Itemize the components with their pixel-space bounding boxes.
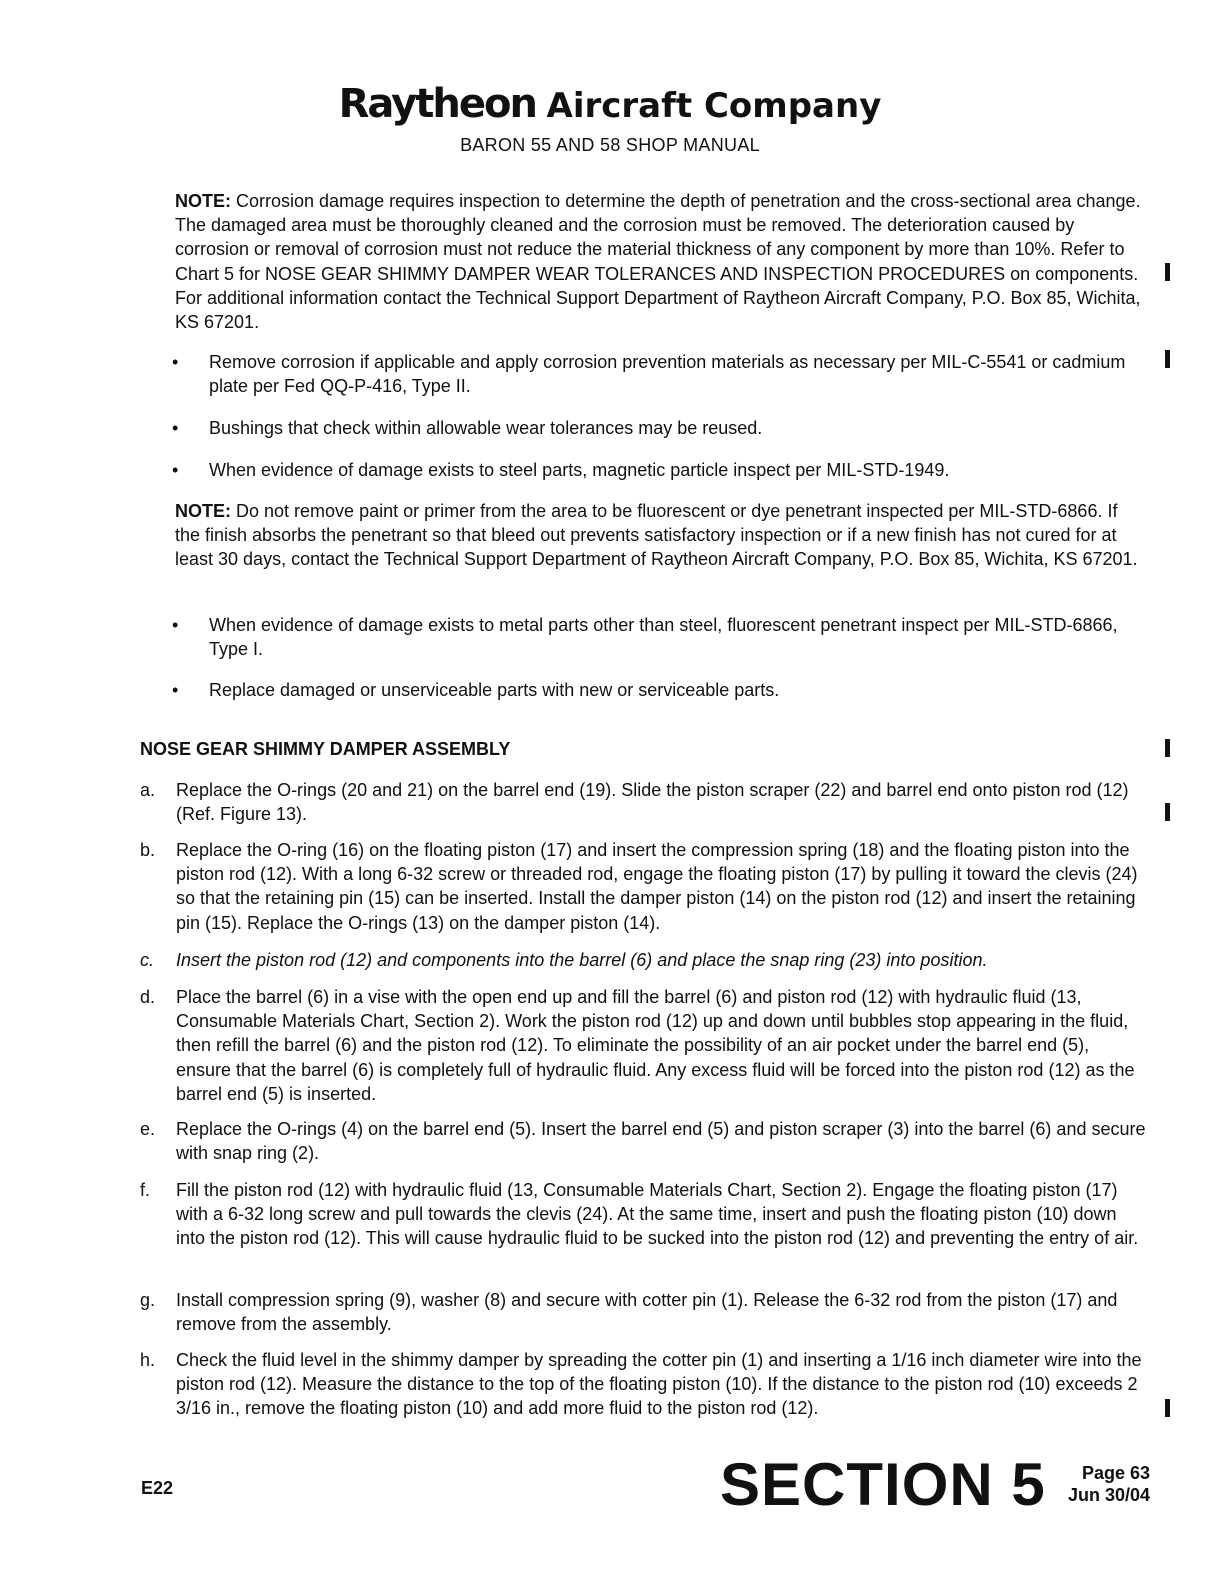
page-info	[1040, 1462, 1150, 1506]
revision-bar	[1165, 350, 1170, 368]
section-heading: NOSE GEAR SHIMMY DAMPER ASSEMBLY	[140, 739, 511, 759]
brand-logo: Raytheon	[338, 81, 536, 127]
revision-bar	[1165, 263, 1170, 281]
page-header	[0, 80, 1220, 156]
list-item-text: Remove corrosion if applicable and apply corrosion prevention materials as necessary per MIL-C-5541 or cadmium plate per Fed QQ-P-416, Type II.	[209, 352, 1126, 397]
list-item-text: Bushings that check within allowable wear tolerances may be reused.	[209, 418, 763, 438]
list-item-text: When evidence of damage exists to metal parts other than steel, fluorescent penetrant inspect per MIL-STD-6866, Type I.	[209, 615, 1118, 660]
step-text: Replace the O-rings (4) on the barrel end (5). Insert the barrel end (5) and piston scraper (3) into the barrel (6) and secure with snap ring (2).	[176, 1119, 1146, 1164]
list-item-text: Replace damaged or unserviceable parts with new or serviceable parts.	[209, 680, 780, 700]
step-text: Place the barrel (6) in a vise with the open end up and fill the barrel (6) and piston rod (12) with hydraulic fluid (13, Consumable Materials Chart, Section 2). Work the piston rod (12) up and down until bubbles stop appearing in the fluid, then refill the barrel (6) and the piston rod (12). To eliminate the possibility of an air pocket under the barrel end (5), ensure that the barrel (6) is completely full of hydraulic fluid. Any excess fluid will be forced into the piston rod (12) as the barrel end (5) is inserted.	[176, 987, 1135, 1104]
step-text: Install compression spring (9), washer (8) and secure with cotter pin (1). Release the 6-32 rod from the piston (17) and remove from the assembly.	[176, 1290, 1118, 1335]
step-text: Insert the piston rod (12) and components into the barrel (6) and place the snap ring (23) into position.	[176, 950, 988, 970]
step-letter: h.	[140, 1350, 156, 1370]
list-item-text: When evidence of damage exists to steel parts, magnetic particle inspect per MIL-STD-1949.	[209, 460, 950, 480]
step-text: Replace the O-rings (20 and 21) on the barrel end (19). Slide the piston scraper (22) and barrel end onto piston rod (12) (Ref. Figure 13).	[176, 780, 1129, 825]
revision-bar	[1165, 739, 1170, 757]
step-text: Check the fluid level in the shimmy damper by spreading the cotter pin (1) and inserting a 1/16 inch diameter wire into the piston rod (12). Measure the distance to the top of the floating piston (10). If the distance to the piston rod (10) exceeds 2 3/16 in., remove the floating piston (10) and add more fluid to the piston rod (12).	[176, 1350, 1142, 1419]
step-text: Fill the piston rod (12) with hydraulic fluid (13, Consumable Materials Chart, Section 2). Engage the floating piston (17) with a 6-32 long screw and pull towards the clevis (24). At the same time, insert and push the floating piston (10) down into the piston rod (12). This will cause hydraulic fluid to be sucked into the piston rod (12) and preventing the entry of air.	[176, 1180, 1139, 1249]
document-code: E22	[141, 1478, 174, 1498]
revision-bar	[1165, 1399, 1170, 1417]
note-corrosion	[175, 189, 1147, 334]
page-number: Page 63	[1081, 1463, 1150, 1483]
section-label: SECTION 5	[720, 1451, 1046, 1518]
step-letter: d.	[140, 987, 156, 1007]
step-text: Replace the O-ring (16) on the floating piston (17) and insert the compression spring (18) and the floating piston into the piston rod (12). With a long 6-32 screw or threaded rod, engage the floating piston (17) by pulling it toward the clevis (24) so that the retaining pin (15) can be inserted. Install the damper piston (14) on the piston rod (12) and insert the retaining pin (15). Replace the O-rings (13) on the damper piston (14).	[176, 840, 1138, 933]
bullet-icon: •	[172, 418, 179, 438]
brand-suffix: Aircraft Company	[546, 86, 882, 126]
bullet-icon: •	[172, 615, 179, 635]
company-name	[0, 80, 1220, 130]
step-letter: a.	[140, 780, 156, 800]
note-penetrant	[175, 499, 1147, 572]
note-text: Corrosion damage requires inspection to determine the depth of penetration and the cross-sectional area change. The damaged area must be thoroughly cleaned and the corrosion must be removed. The deterioration caused by corrosion or removal of corrosion must not reduce the material thickness of any component by more than 10%. Refer to Chart 5 for NOSE GEAR SHIMMY DAMPER WEAR TOLERANCES AND INSPECTION PROCEDURES on components. For additional information contact the Technical Support Department of Raytheon Aircraft Company, P.O. Box 85, Wichita, KS 67201.	[175, 191, 1141, 333]
manual-title: BARON 55 AND 58 SHOP MANUAL	[460, 135, 760, 155]
step-letter: g.	[140, 1290, 156, 1310]
note-label: NOTE:	[175, 501, 231, 521]
bullet-icon: •	[172, 352, 179, 372]
step-letter: c.	[140, 950, 155, 970]
bullet-icon: •	[172, 460, 179, 480]
note-label: NOTE:	[175, 191, 231, 211]
step-letter: b.	[140, 840, 156, 860]
bullet-icon: •	[172, 680, 179, 700]
step-letter: e.	[140, 1119, 156, 1139]
revision-date: Jun 30/04	[1067, 1485, 1150, 1505]
note-text: Do not remove paint or primer from the area to be fluorescent or dye penetrant inspected per MIL-STD-6866. If the finish absorbs the penetrant so that bleed out prevents satisfactory inspection or if a new finish has not cured for at least 30 days, contact the Technical Support Department of Raytheon Aircraft Company, P.O. Box 85, Wichita, KS 67201.	[175, 501, 1138, 570]
revision-bar	[1165, 803, 1170, 821]
step-letter: f.	[140, 1180, 151, 1200]
